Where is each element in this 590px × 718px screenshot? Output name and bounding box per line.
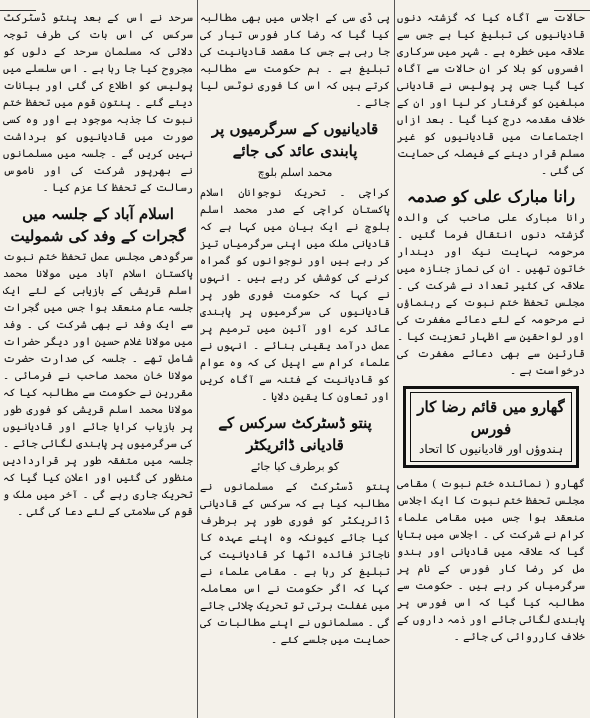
box-title: گھارو میں قائم رضا کار فورس [417,398,565,438]
headline-rana-mubarak-ali: رانا مبارک علی کو صدمہ [406,187,576,206]
box-subtitle: ہندوؤں اور قادیانیوں کا اتحاد [418,442,564,456]
right-column [397,0,585,718]
headline-circus-director: پنتو ڈسٹرکٹ سرکس کے قادیانی ڈائریکٹر [218,414,372,454]
column-divider [394,0,395,718]
article-paragraph: سرحد نے اس کے بعد پنتو ڈسٹرکٹ سرکس کی اس بات کی طرف توجہ دلائی کہ مسلمان سرحد کے دلوں کو مجروح کیا جا رہا ہے ۔ اس سلسلے میں پولیس کو اطلاع کی گئی اور بیانات دیئے گئے ۔ پنتون قوم میں تحفظ ختم نبوت کا جذبہ موجود ہے اور وہ کسی صورت میں قادیانیوں کو برداشت نہیں کریں گے ۔ جلسہ میں مسلمانوں نے بھرپور شرکت کی اور ناموس رسالت کے تحفظ کا عزم کیا ۔ [3,12,193,194]
article-paragraph: کراچی ۔ تحریک نوجوانان اسلام پاکستان کراچی کے صدر محمد اسلم بلوچ نے ایک بیان میں کہا ہے کہ قادیانی ملک میں اپنی سرگرمیاں تیز کر رہے ہیں اور نوجوانوں کو گمراہ کرنے کی کوشش کر رہے ہیں ۔ انہوں نے کہا کہ حکومت فوری طور پر قادیانیوں کی سرگرمیوں پر پابندی عائد کرے اور آئین میں ترمیم پر عمل درآمد یقینی بنائے ۔ انہوں نے علماء کرام سے اپیل کی کہ وہ عوام کو قادیانیت کے فتنہ سے آگاہ کریں اور تعاون کا یقین دلایا ۔ [200,187,390,403]
article-paragraph: گھارو ( نمائندہ ختم نبوت ) مقامی مجلس تحفظ ختم نبوت کا ایک اجلاس منعقد ہوا جس میں مقامی علماء کرام نے شرکت کی ۔ اجلاس میں بتایا گیا کہ علاقہ میں قادیانی اور ہندو مل کر رضا کار فورس کے نام پر سرگرمیاں کر رہے ہیں ۔ حکومت سے مطالبہ کیا گیا کہ اس فورس پر پابندی لگائی جائے اور ذمہ داروں کے خلاف کارروائی کی جائے ۔ [397,478,585,643]
column-divider [197,0,198,718]
headline-ban-activities: قادیانیوں کے سرگرمیوں پر پابندی عائد کی جائے [211,120,379,160]
article-paragraph: حالات سے آگاہ کیا کہ گزشتہ دنوں قادیانیوں کی تبلیغ کیا ہے جس سے علاقہ میں خطرہ ہے ۔ شہر میں سرکاری افسروں کو بلا کر ان حالات سے آگاہ کیا گیا جس پر پولیس نے قادیانی مبلغین کو گرفتار کر لیا اور ان کے خلاف مقدمہ درج کیا گیا ۔ بعد ازاں اجتماعات میں قادیانیوں کو غیر مسلم قرار دینے کے فیصلہ کی حمایت کی گئی ۔ [397,12,585,177]
article-paragraph: پنتو ڈسٹرکٹ کے مسلمانوں نے مطالبہ کیا ہے کہ سرکس کے قادیانی ڈائریکٹر کو فوری طور پر برطرف کیا جائے کیونکہ وہ اپنے عہدہ کا ناجائز فائدہ اٹھا کر قادیانیت کی تبلیغ کر رہا ہے ۔ مقامی علماء نے کہا کہ اگر حکومت نے اس معاملہ میں غفلت برتی تو تحریک چلائی جائے گی ۔ مسلمانوں نے اپنے مطالبات کی حمایت میں جلسے کئے ۔ [200,481,390,646]
article-paragraph: سرگودھی مجلس عمل تحفظ ختم نبوت پاکستان اسلام آباد میں مولانا محمد اسلم قریشی کے بازیابی کے لئے ایک جلسہ عام منعقد ہوا جس میں گجرات سے ایک وفد نے بھی شرکت کی ۔ وفد میں مولانا غلام حسین اور دیگر حضرات شامل تھے ۔ جلسہ کی صدارت حضرت مولانا خان محمد صاحب نے فرمائی ۔ مقررین نے حکومت سے مطالبہ کیا کہ مولانا محمد اسلم قریشی کو فوری طور پر بازیاب کرایا جائے اور قادیانیوں کی سرگرمیوں پر پابندی لگائی جائے ۔ جلسہ میں متفقہ طور پر قراردادیں منظور کی گئیں اور اعلان کیا گیا کہ تحریک جاری رہے گی ۔ آخر میں ملک و قوم کی سلامتی کے لئے دعا کی گئی ۔ [3,251,193,518]
headline-islamabad-jalsa: اسلام آباد کے جلسہ میں گجرات کے وفد کی شمولیت [10,205,186,245]
boxed-headline-inner [410,392,572,462]
boxed-headline [403,386,579,468]
middle-column [200,0,390,718]
article-paragraph: پی ڈی سی کے اجلاس میں بھی مطالبہ کیا گیا کہ رضا کار فورس تیار کی جا رہی ہے جس کا مقصد قادیانیت کی تبلیغ ہے ۔ ہم حکومت سے مطالبہ کرتے ہیں کہ اس کا فوری نوٹس لیا جائے ۔ [200,12,390,109]
article-paragraph: رانا مبارک علی صاحب کی والدہ گزشتہ دنوں انتقال فرما گئیں ۔ مرحومہ نہایت نیک اور دیندار خاتون تھیں ۔ ان کی نماز جنازہ میں علاقہ کی کثیر تعداد نے شرکت کی ۔ مجلس تحفظ ختم نبوت کے رہنماؤں نے مرحومہ کے لئے دعائے مغفرت کی اور لواحقین سے اظہار تعزیت کیا ۔ قارئین سے بھی دعائے مغفرت کی درخواست ہے ۔ [397,212,585,377]
headline-subtitle: کو برطرف کیا جائے [250,460,340,473]
left-column [3,0,193,718]
byline: محمد اسلم بلوچ [257,166,333,179]
